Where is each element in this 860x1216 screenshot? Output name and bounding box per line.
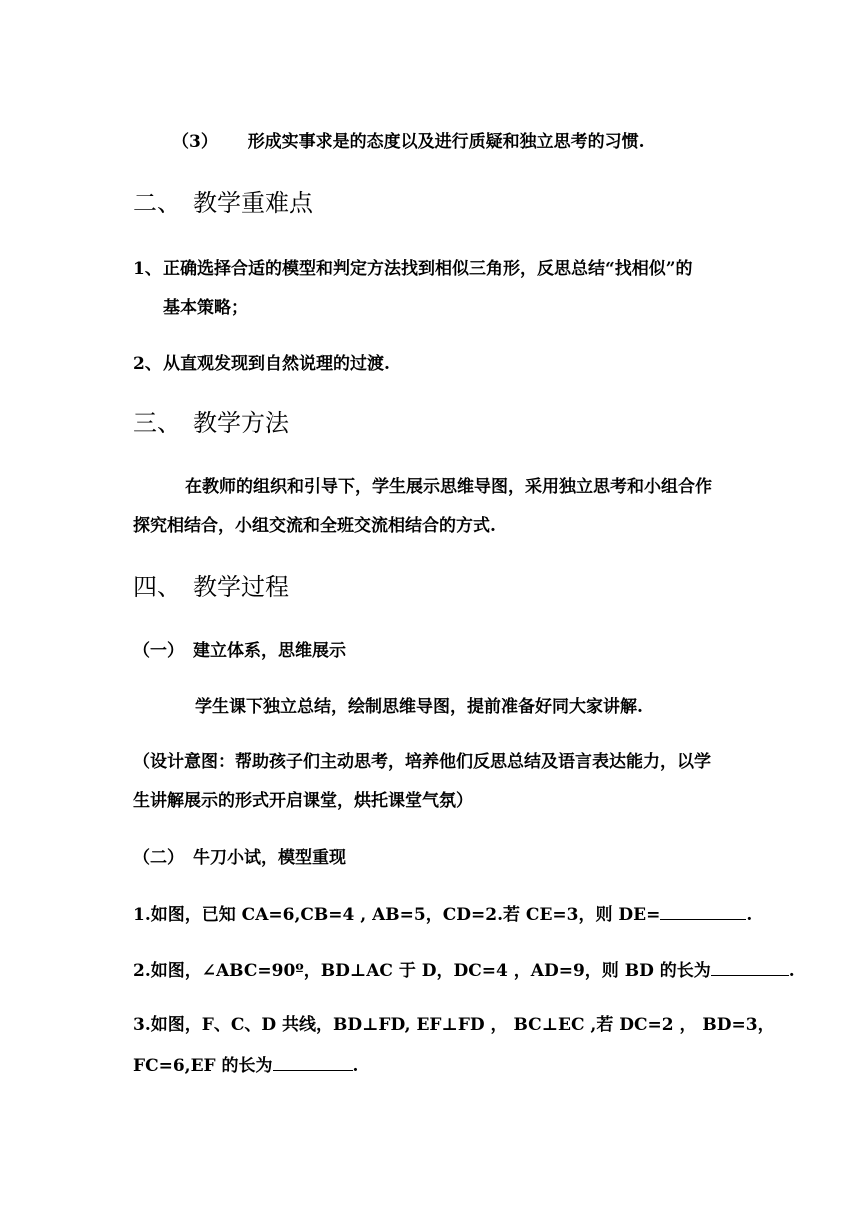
- question-3-answer-blank[interactable]: [273, 1053, 353, 1071]
- difficulty-item-1-line1: 正确选择合适的模型和判定方法找到相似三角形，反思总结“找相似”的: [163, 259, 693, 279]
- subsection-2-heading: [133, 847, 346, 869]
- question-1-text: 1.如图，已知 CA=6,CB=4 , AB=5，CD=2.若 CE=3，则 DE=: [133, 905, 661, 925]
- subsection-2-title: 牛刀小试，模型重现: [193, 848, 346, 868]
- question-1-answer-blank[interactable]: [660, 902, 746, 920]
- subsection-2-number: （二）: [133, 848, 184, 868]
- section-3-title: 教学方法: [193, 409, 289, 437]
- design-intent-line2: 生讲解展示的形式开启课堂，烘托课堂气氛）: [133, 791, 473, 811]
- section-2-heading: [133, 188, 313, 218]
- difficulty-item-1-line2: 基本策略；: [163, 298, 248, 318]
- section-4-number: 四、: [133, 573, 181, 601]
- subsection-1-heading: [133, 640, 346, 662]
- question-3-period: .: [352, 1056, 359, 1076]
- subsection-1-number: （一）: [133, 641, 184, 661]
- objective-item-3-number: （3）: [172, 132, 218, 152]
- section-4-title: 教学过程: [193, 573, 289, 601]
- difficulty-item-2: [133, 353, 390, 375]
- question-3-text: FC=6,EF 的长为: [133, 1056, 273, 1076]
- difficulty-item-1-number: 1、: [133, 259, 162, 279]
- question-2-answer-blank[interactable]: [711, 958, 789, 976]
- section-3-number: 三、: [133, 409, 181, 437]
- section-3-heading: [133, 408, 289, 438]
- question-2-text: 2.如图，∠ABC=90º，BD⊥AC 于 D，DC=4 ，AD=9，则 BD 的长为: [133, 961, 711, 981]
- difficulty-item-2-number: 2、: [133, 354, 162, 374]
- section-2-title: 教学重难点: [193, 189, 313, 217]
- section-2-number: 二、: [133, 189, 181, 217]
- subsection-1-title: 建立体系，思维展示: [193, 641, 346, 661]
- difficulty-item-2-text: 从直观发现到自然说理的过渡.: [163, 354, 390, 374]
- question-3-line1: 3.如图，F、C、D 共线，BD⊥FD, EF⊥FD ， BC⊥EC ,若 DC=2 ， BD=3，: [133, 1015, 775, 1035]
- objective-item-3: [172, 131, 645, 153]
- design-intent-line1: （设计意图：帮助孩子们主动思考，培养他们反思总结及语言表达能力，以学: [133, 752, 711, 772]
- question-2: [133, 958, 795, 982]
- section-4-heading: [133, 572, 289, 602]
- question-2-period: .: [788, 961, 795, 981]
- objective-item-3-text: 形成实事求是的态度以及进行质疑和独立思考的习惯.: [247, 132, 645, 152]
- question-1-period: .: [746, 905, 753, 925]
- difficulty-item-1: [133, 258, 693, 280]
- subsection-1-paragraph: 学生课下独立总结，绘制思维导图，提前准备好同大家讲解.: [195, 697, 643, 717]
- method-paragraph-line1: 在教师的组织和引导下，学生展示思维导图，采用独立思考和小组合作: [185, 477, 712, 497]
- question-1: [133, 902, 752, 926]
- question-3-line2: [133, 1053, 358, 1077]
- method-paragraph-line2: 探究相结合，小组交流和全班交流相结合的方式.: [133, 516, 496, 536]
